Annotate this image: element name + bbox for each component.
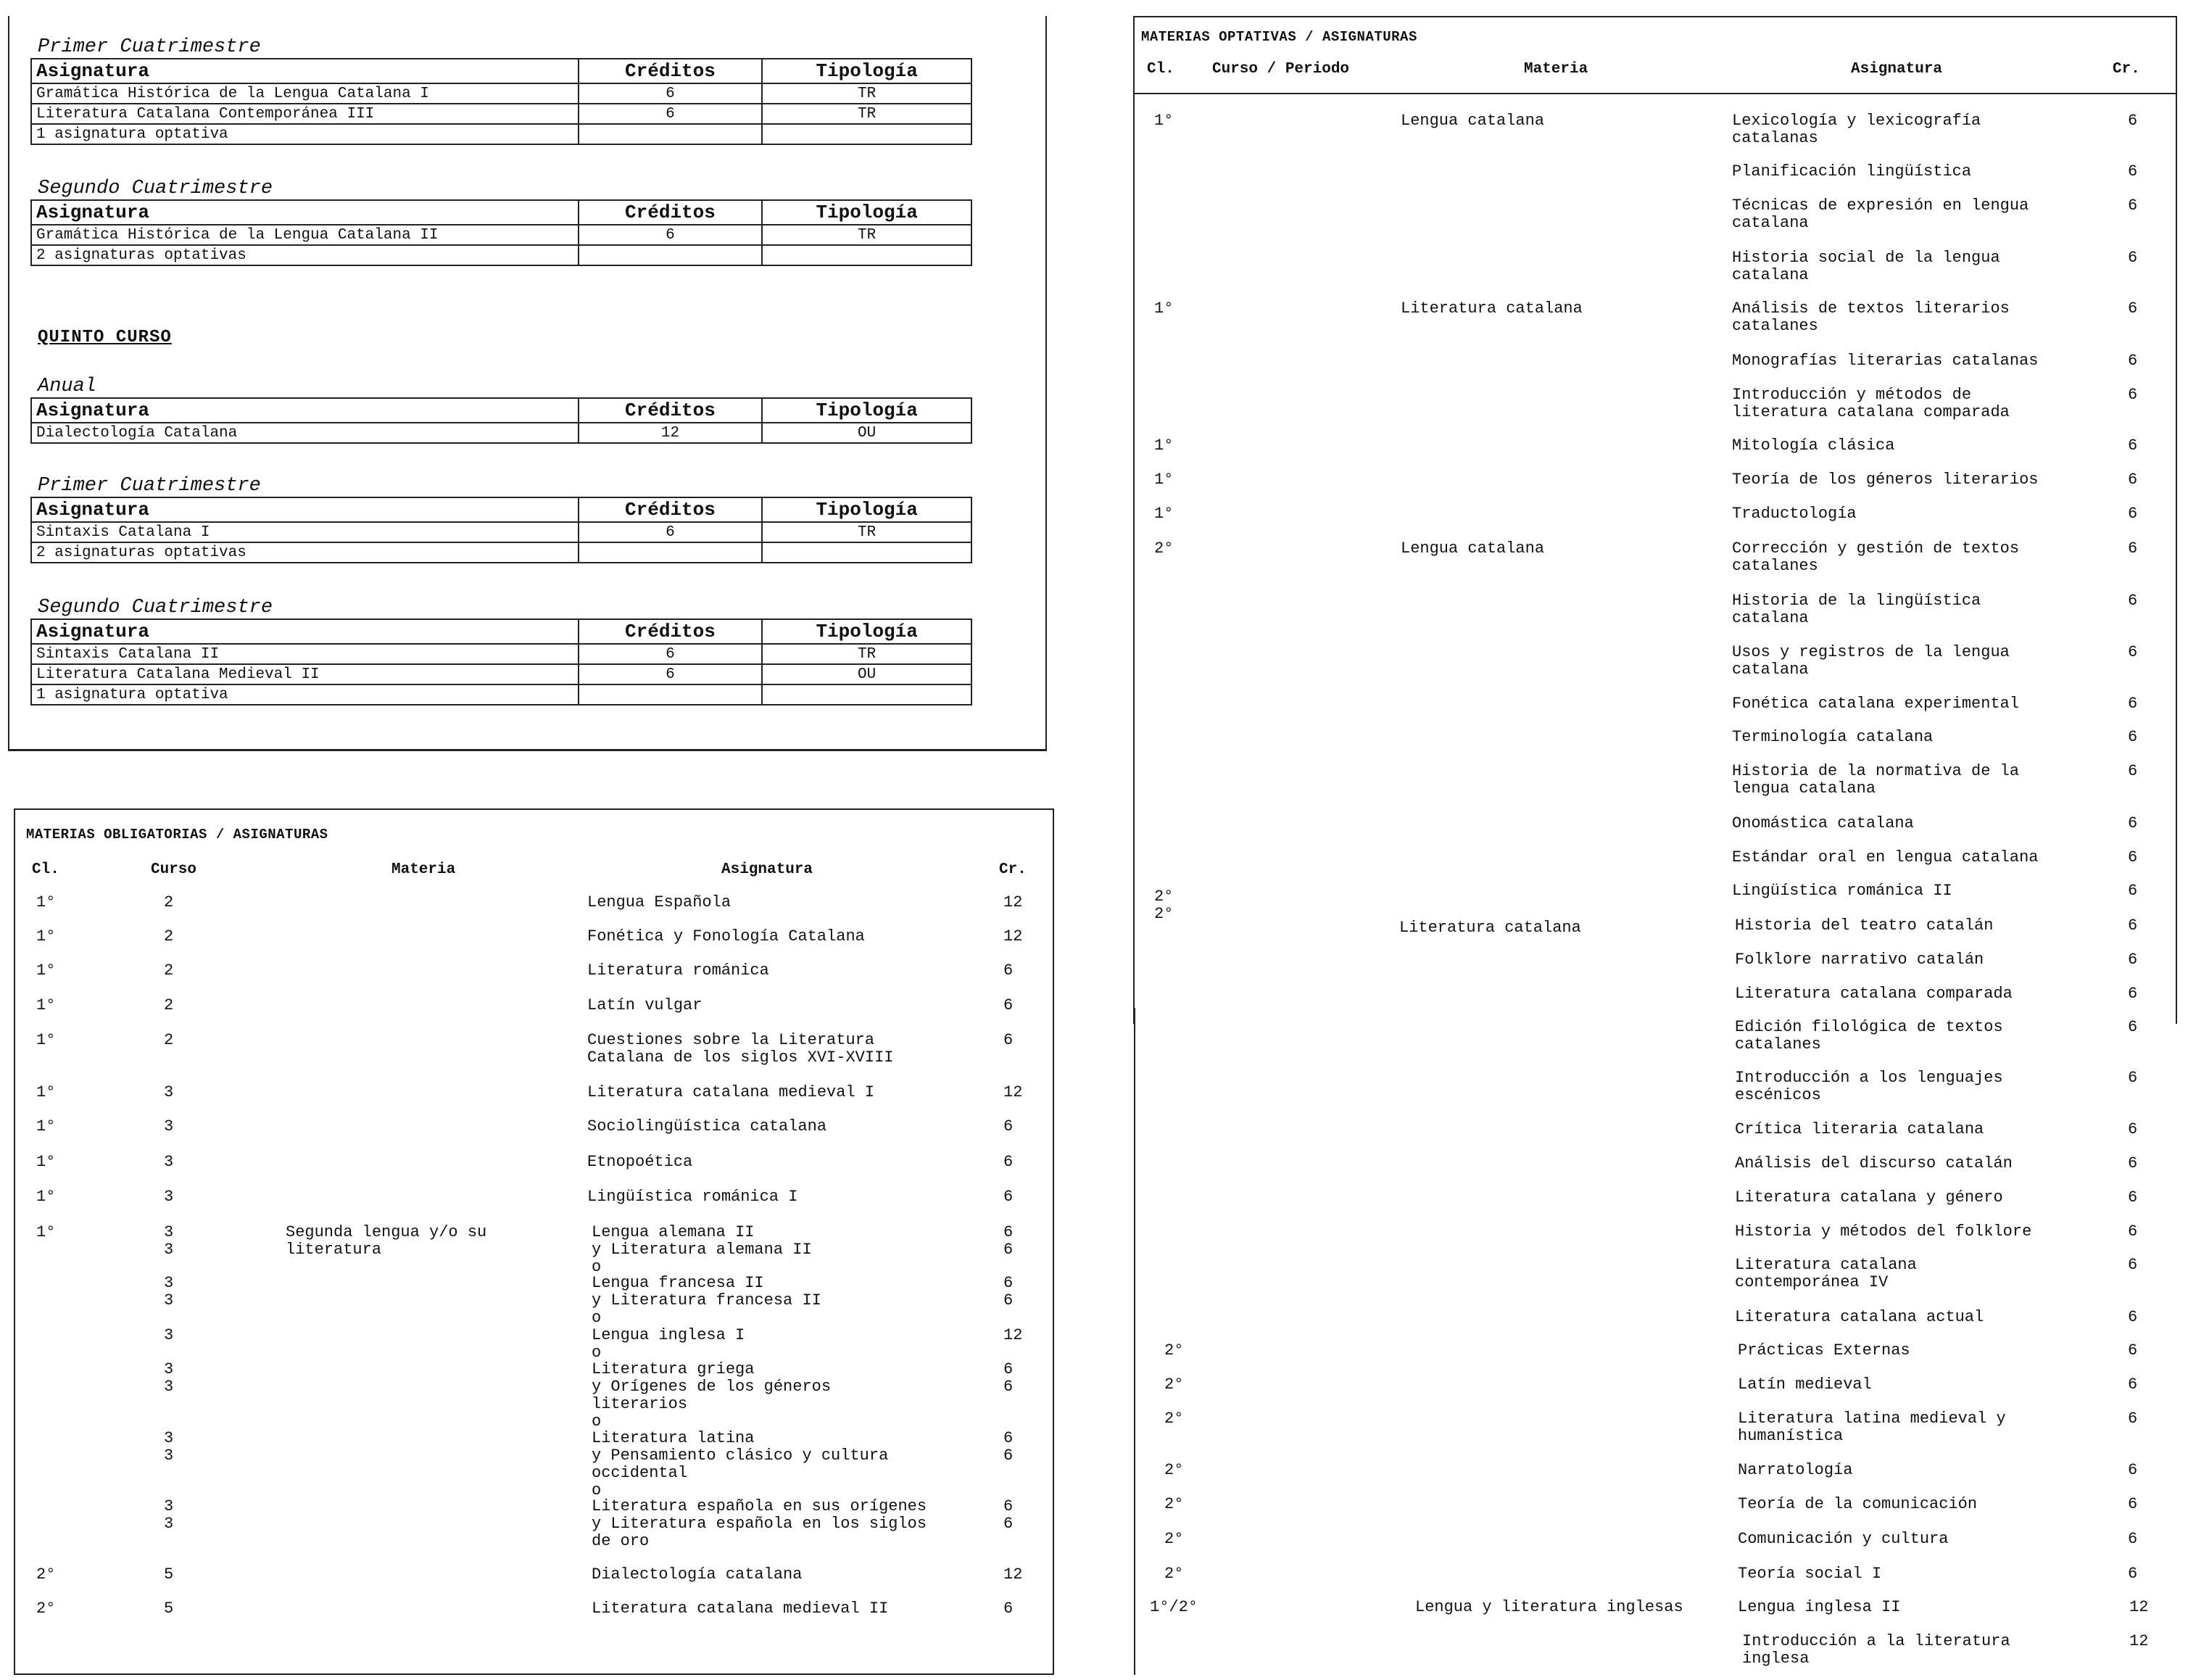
plan-header-asignatura: Asignatura	[31, 398, 579, 423]
optat-asignatura: Teoría de la comunicación	[1738, 1495, 1978, 1513]
oblig-col-header: Cr.	[999, 861, 1027, 878]
plan-cell-creditos	[579, 124, 763, 144]
plan-cell-tipologia	[762, 124, 971, 144]
optat-cl: 1°	[1154, 436, 1174, 455]
plan-cell-asignatura: 1 asignatura optativa	[31, 124, 579, 144]
plan-header-asignatura: Asignatura	[31, 200, 579, 225]
oblig-asignatura: Literatura griega y Orígenes de los géneros literarios o	[592, 1360, 832, 1431]
plan-cell-creditos: 6	[579, 83, 763, 104]
plan-cell-creditos: 6	[579, 644, 763, 664]
plan-table	[30, 618, 972, 705]
optat-cl: 2°	[1164, 1565, 1184, 1583]
oblig-cr: 6	[1003, 996, 1014, 1014]
oblig-cr: 6 6	[1003, 1223, 1014, 1259]
optat-asignatura: Onomástica catalana	[1732, 814, 1914, 832]
plan-table-row	[31, 684, 971, 705]
plan-table-row	[31, 644, 971, 664]
optat-asignatura: Literatura catalana actual	[1735, 1308, 1984, 1326]
plan-table-row	[31, 124, 971, 144]
optat-cr: 6	[2128, 1565, 2138, 1583]
oblig-curso: 3	[164, 1083, 174, 1101]
optat-cl: 1°/2°	[1150, 1598, 1198, 1616]
plan-header-tipologia: Tipología	[762, 619, 971, 644]
plan-table-row	[31, 542, 971, 563]
oblig-cl: 1°	[36, 893, 56, 911]
oblig-asignatura: Fonética y Fonología Catalana	[587, 927, 865, 945]
oblig-asignatura: Sociolingüística catalana	[587, 1117, 827, 1135]
section-title: Primer Cuatrimestre	[38, 36, 261, 58]
oblig-cl: 1°	[36, 1188, 56, 1206]
oblig-col-header: Materia	[391, 861, 456, 878]
optat-cr: 6	[2128, 1341, 2138, 1360]
optat-cr: 6	[2128, 1410, 2138, 1428]
optat-cr: 6	[2128, 249, 2138, 267]
plan-cell-tipologia: OU	[762, 423, 971, 443]
plan-table-row	[31, 245, 971, 265]
plan-cell-tipologia: TR	[762, 644, 971, 664]
optat-cl: 1°	[1154, 112, 1174, 130]
plan-cell-asignatura: 2 asignaturas optativas	[31, 542, 579, 563]
plan-header-creditos: Créditos	[579, 59, 763, 83]
optat-materia: Literatura catalana	[1399, 919, 1581, 937]
plan-table-header-row	[31, 497, 971, 522]
oblig-cr: 6 6	[1003, 1429, 1014, 1465]
optat-cr: 6	[2128, 386, 2138, 404]
oblig-cl: 1°	[36, 1031, 56, 1049]
plan-cell-creditos: 6	[579, 225, 763, 245]
optat-cr: 6	[2128, 471, 2138, 489]
oblig-cr: 12	[1003, 927, 1023, 945]
plan-table-header-row	[31, 200, 971, 225]
optat-cr: 6	[2128, 848, 2138, 866]
optat-col-header: Curso / Periodo	[1212, 61, 1350, 78]
oblig-curso: 2	[164, 1031, 174, 1049]
optat-cr: 6	[2128, 882, 2138, 900]
optat-cr: 6	[2128, 1120, 2138, 1138]
obligatorias-title: MATERIAS OBLIGATORIAS / ASIGNATURAS	[26, 827, 328, 843]
oblig-asignatura: Lengua inglesa I o	[592, 1326, 745, 1362]
plan-cell-asignatura: Gramática Histórica de la Lengua Catalana II	[31, 225, 579, 245]
plan-header-asignatura: Asignatura	[31, 619, 579, 644]
plan-cell-asignatura: Sintaxis Catalana II	[31, 644, 579, 664]
optat-asignatura: Introducción a los lenguajes escénicos	[1735, 1069, 2003, 1104]
optat-col-header: Cl.	[1147, 61, 1174, 78]
oblig-asignatura: Cuestiones sobre la Literatura Catalana de los siglos XVI-XVIII	[587, 1031, 894, 1067]
plan-cell-tipologia: TR	[762, 225, 971, 245]
optat-asignatura: Narratología	[1738, 1461, 1853, 1479]
plan-header-creditos: Créditos	[579, 619, 763, 644]
plan-cell-asignatura: 1 asignatura optativa	[31, 684, 579, 705]
optat-cr: 6	[2128, 916, 2138, 935]
optat-cr: 6	[2128, 643, 2138, 661]
plan-cell-asignatura: Gramática Histórica de la Lengua Catalana I	[31, 83, 579, 104]
optat-cr: 6	[2128, 814, 2138, 832]
optat-cr: 6	[2128, 505, 2138, 523]
oblig-asignatura: Literatura catalana medieval I	[587, 1083, 875, 1101]
oblig-curso: 3	[164, 1117, 174, 1135]
optat-cr: 6	[2128, 695, 2138, 713]
optat-asignatura: Fonética catalana experimental	[1732, 695, 2020, 713]
plan-block-right-border	[1045, 16, 1047, 750]
optat-cl: 1°	[1154, 299, 1174, 318]
plan-table	[30, 397, 972, 444]
optat-asignatura: Crítica literaria catalana	[1735, 1120, 1984, 1138]
optat-asignatura: Historia de la normativa de la lengua catalana	[1732, 762, 2020, 798]
optat-cr: 6	[2128, 112, 2138, 130]
plan-table-row	[31, 664, 971, 684]
optat-cr: 6	[2128, 1256, 2138, 1274]
oblig-curso: 3	[164, 1326, 174, 1344]
optat-cl: 2°	[1164, 1341, 1184, 1360]
plan-cell-creditos: 12	[579, 423, 763, 443]
optat-asignatura: Literatura catalana y género	[1735, 1188, 2003, 1207]
optativas-left-border-lower	[1134, 1008, 1135, 1675]
optat-asignatura: Literatura latina medieval y humanística	[1738, 1410, 2006, 1445]
oblig-curso: 3 3	[164, 1223, 174, 1259]
optat-cr: 6	[2128, 1188, 2138, 1207]
optat-cr: 6	[2128, 1018, 2138, 1036]
plan-table-row	[31, 522, 971, 542]
oblig-curso: 3 3	[164, 1429, 174, 1465]
oblig-asignatura: Lingüística románica I	[587, 1188, 798, 1206]
optat-asignatura: Terminología catalana	[1732, 728, 1934, 746]
optat-asignatura: Teoría de los géneros literarios	[1732, 471, 2039, 489]
optat-asignatura: Historia del teatro catalán	[1735, 916, 1994, 935]
oblig-cr: 6	[1003, 1031, 1014, 1049]
optat-asignatura: Edición filológica de textos catalanes	[1735, 1018, 2003, 1054]
optat-cr: 6	[2128, 436, 2138, 455]
oblig-cl: 1°	[36, 1153, 56, 1171]
optat-cr: 6	[2128, 728, 2138, 746]
plan-header-asignatura: Asignatura	[31, 59, 579, 83]
optat-cr: 12	[2129, 1598, 2149, 1616]
plan-header-creditos: Créditos	[579, 398, 763, 423]
plan-cell-asignatura: Dialectología Catalana	[31, 423, 579, 443]
optat-cl: 2°	[1164, 1530, 1184, 1548]
oblig-asignatura: Literatura catalana medieval II	[592, 1600, 889, 1618]
optat-asignatura: Historia social de la lengua catalana	[1732, 249, 2000, 284]
plan-table	[30, 199, 972, 266]
optat-cr: 6	[2128, 951, 2138, 969]
plan-cell-tipologia: TR	[762, 522, 971, 542]
optat-asignatura: Mitología clásica	[1732, 436, 1895, 455]
quinto-curso-heading: QUINTO CURSO	[38, 328, 172, 347]
plan-cell-creditos	[579, 684, 763, 705]
section-title: Segundo Cuatrimestre	[38, 178, 273, 199]
plan-cell-tipologia: OU	[762, 664, 971, 684]
optat-asignatura: Estándar oral en lengua catalana	[1732, 848, 2039, 866]
optat-asignatura: Lingüística románica II	[1732, 882, 1952, 900]
optat-cr: 6	[2128, 985, 2138, 1003]
optat-cr: 6	[2128, 299, 2138, 318]
oblig-curso: 3 3	[164, 1497, 174, 1533]
optat-col-header: Cr.	[2113, 61, 2140, 78]
section-title: Segundo Cuatrimestre	[38, 597, 273, 618]
optat-col-header: Materia	[1524, 61, 1588, 78]
optat-cl: 2°	[1164, 1410, 1184, 1428]
oblig-cr: 6	[1003, 1188, 1014, 1206]
oblig-cr: 6	[1003, 1600, 1014, 1618]
optat-cr: 6	[2128, 162, 2138, 181]
optat-asignatura: Corrección y gestión de textos catalanes	[1732, 539, 2020, 575]
optat-asignatura: Literatura catalana contemporánea IV	[1735, 1256, 1917, 1291]
oblig-cl: 2°	[36, 1600, 56, 1618]
oblig-cr: 12	[1003, 1565, 1023, 1584]
section-title: Anual	[38, 376, 97, 397]
oblig-asignatura: Etnopoética	[587, 1153, 693, 1171]
plan-cell-asignatura: Literatura Catalana Contemporánea III	[31, 104, 579, 124]
oblig-cl: 1°	[36, 996, 56, 1014]
oblig-curso: 2	[164, 893, 174, 911]
plan-cell-tipologia: TR	[762, 104, 971, 124]
oblig-cr: 6 6	[1003, 1274, 1014, 1309]
oblig-curso: 2	[164, 927, 174, 945]
plan-header-tipologia: Tipología	[762, 497, 971, 522]
optat-cl: 2°	[1154, 539, 1174, 558]
optat-asignatura: Traductología	[1732, 505, 1857, 523]
optat-asignatura: Análisis del discurso catalán	[1735, 1154, 2013, 1172]
plan-header-tipologia: Tipología	[762, 200, 971, 225]
plan-cell-creditos: 6	[579, 104, 763, 124]
oblig-curso: 3	[164, 1153, 174, 1171]
oblig-cr: 12	[1003, 1083, 1023, 1101]
oblig-cl: 1°	[36, 1083, 56, 1101]
oblig-cr: 12	[1003, 893, 1023, 911]
oblig-asignatura: Lengua francesa II y Literatura francesa II o	[592, 1274, 821, 1327]
oblig-curso: 5	[164, 1600, 174, 1618]
optat-cr: 6	[2128, 1495, 2138, 1513]
optat-cr: 6	[2128, 1461, 2138, 1479]
optat-cr: 6	[2128, 352, 2138, 370]
optat-asignatura: Comunicación y cultura	[1738, 1530, 1949, 1548]
oblig-curso: 3 3	[164, 1274, 174, 1309]
optat-col-header: Asignatura	[1851, 61, 1943, 78]
optat-asignatura: Usos y registros de la lengua catalana	[1732, 643, 2010, 679]
optat-cr: 6	[2128, 1308, 2138, 1326]
optat-cr: 6	[2128, 539, 2138, 558]
optat-cr: 6	[2128, 196, 2138, 215]
optat-asignatura: Introducción a la literatura inglesa	[1742, 1632, 2010, 1668]
plan-block-bottom-border	[8, 749, 1047, 751]
optat-cl: 2° 2°	[1154, 887, 1174, 923]
oblig-col-header: Cl.	[32, 861, 59, 878]
optativas-header-rule	[1135, 93, 2176, 94]
oblig-cr: 6 6	[1003, 1497, 1014, 1533]
plan-header-creditos: Créditos	[579, 200, 763, 225]
plan-cell-asignatura: Sintaxis Catalana I	[31, 522, 579, 542]
plan-cell-asignatura: 2 asignaturas optativas	[31, 245, 579, 265]
oblig-asignatura: Dialectología catalana	[592, 1565, 803, 1584]
optat-asignatura: Técnicas de expresión en lengua catalana	[1732, 196, 2029, 232]
optat-cr: 6	[2128, 1375, 2138, 1394]
optat-cr: 6	[2128, 1530, 2138, 1548]
optat-asignatura: Folklore narrativo catalán	[1735, 951, 1984, 969]
oblig-curso: 5	[164, 1565, 174, 1584]
oblig-cl: 2°	[36, 1565, 56, 1584]
oblig-asignatura: Lengua alemana II y Literatura alemana II o	[592, 1223, 812, 1276]
plan-table-row	[31, 104, 971, 124]
optat-cr: 6	[2128, 1069, 2138, 1087]
plan-table	[30, 497, 972, 563]
oblig-asignatura: Lengua Española	[587, 893, 732, 911]
optat-cr: 12	[2129, 1632, 2149, 1650]
oblig-curso: 3 3	[164, 1360, 174, 1396]
plan-cell-creditos	[579, 245, 763, 265]
plan-table-header-row	[31, 59, 971, 83]
optat-asignatura: Historia de la lingüística catalana	[1732, 592, 1981, 627]
oblig-curso: 3	[164, 1188, 174, 1206]
plan-cell-creditos: 6	[579, 522, 763, 542]
oblig-cr: 12	[1003, 1326, 1023, 1344]
plan-cell-tipologia	[762, 542, 971, 563]
oblig-materia: Segunda lengua y/o su literatura	[286, 1223, 487, 1259]
oblig-curso: 2	[164, 961, 174, 980]
plan-table	[30, 58, 972, 145]
optat-cl: 2°	[1164, 1461, 1184, 1479]
oblig-asignatura: Literatura románica	[587, 961, 769, 980]
plan-cell-creditos	[579, 542, 763, 563]
optat-asignatura: Introducción y métodos de literatura catalana comparada	[1732, 386, 2010, 421]
plan-cell-tipologia	[762, 245, 971, 265]
plan-header-creditos: Créditos	[579, 497, 763, 522]
plan-table-row	[31, 423, 971, 443]
plan-table-header-row	[31, 398, 971, 423]
oblig-cl: 1°	[36, 1223, 56, 1241]
oblig-cr: 6 6	[1003, 1360, 1014, 1396]
optat-asignatura: Lengua inglesa II	[1738, 1598, 1901, 1616]
optat-cl: 1°	[1154, 471, 1174, 489]
plan-cell-tipologia: TR	[762, 83, 971, 104]
oblig-cr: 6	[1003, 1153, 1014, 1171]
plan-header-tipologia: Tipología	[762, 59, 971, 83]
oblig-cl: 1°	[36, 961, 56, 980]
plan-table-row	[31, 225, 971, 245]
plan-table-row	[31, 83, 971, 104]
optat-asignatura: Latín medieval	[1738, 1375, 1872, 1394]
optat-cl: 2°	[1164, 1495, 1184, 1513]
optat-asignatura: Monografías literarias catalanas	[1732, 352, 2039, 370]
optat-cr: 6	[2128, 1154, 2138, 1172]
oblig-asignatura: Literatura latina y Pensamiento clásico y cultura occidental o	[592, 1429, 889, 1499]
optat-asignatura: Prácticas Externas	[1738, 1341, 1910, 1360]
plan-header-tipologia: Tipología	[762, 398, 971, 423]
oblig-asignatura: Literatura española en sus orígenes y Literatura española en los siglos de oro	[592, 1497, 927, 1550]
optat-materia: Lengua catalana	[1401, 112, 1545, 130]
oblig-col-header: Asignatura	[721, 861, 813, 878]
optativas-box	[1133, 16, 2177, 1024]
optat-cr: 6	[2128, 762, 2138, 780]
optat-asignatura: Literatura catalana comparada	[1735, 985, 2013, 1003]
oblig-asignatura: Latín vulgar	[587, 996, 703, 1014]
optat-asignatura: Teoría social I	[1738, 1565, 1882, 1583]
plan-cell-creditos: 6	[579, 664, 763, 684]
optat-cl: 2°	[1164, 1375, 1184, 1394]
plan-table-header-row	[31, 619, 971, 644]
optat-materia: Lengua y literatura inglesas	[1415, 1598, 1683, 1616]
optat-asignatura: Análisis de textos literarios catalanes	[1732, 299, 2010, 335]
oblig-curso: 2	[164, 996, 174, 1014]
oblig-cr: 6	[1003, 961, 1014, 980]
optat-materia: Literatura catalana	[1401, 299, 1583, 318]
optat-cr: 6	[2128, 592, 2138, 610]
oblig-col-header: Curso	[151, 861, 197, 878]
plan-cell-tipologia	[762, 684, 971, 705]
oblig-cr: 6	[1003, 1117, 1014, 1135]
section-title: Primer Cuatrimestre	[38, 475, 261, 497]
optat-asignatura: Planificación lingüística	[1732, 162, 1972, 181]
oblig-cl: 1°	[36, 1117, 56, 1135]
plan-block-left-border	[8, 16, 9, 750]
optat-cl: 1°	[1154, 505, 1174, 523]
optat-materia: Lengua catalana	[1401, 539, 1545, 558]
optat-asignatura: Historia y métodos del folklore	[1735, 1222, 2032, 1241]
plan-cell-asignatura: Literatura Catalana Medieval II	[31, 664, 579, 684]
plan-header-asignatura: Asignatura	[31, 497, 579, 522]
optat-asignatura: Lexicología y lexicografía catalanas	[1732, 112, 1981, 147]
optat-cr: 6	[2128, 1222, 2138, 1241]
optativas-title: MATERIAS OPTATIVAS / ASIGNATURAS	[1141, 29, 1417, 45]
oblig-cl: 1°	[36, 927, 56, 945]
